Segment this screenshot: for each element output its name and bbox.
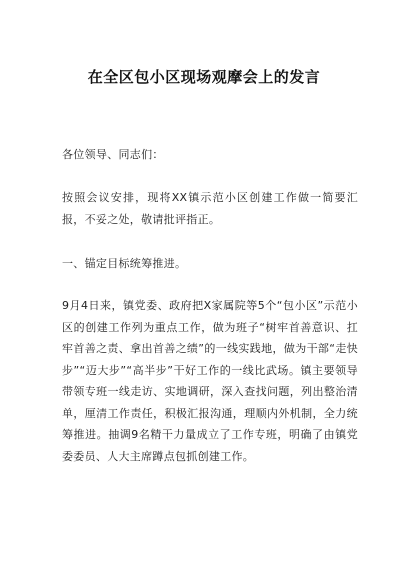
section-heading: 一、锚定目标统筹推进。 [62, 257, 187, 270]
intro-paragraph: 按照会议安排，现将XX镇示范小区创建工作做一简要汇报，不妥之处，敬请批评指正。 [62, 191, 358, 226]
greeting-text: 各位领导、同志们： [62, 148, 164, 161]
section-body-paragraph: 9月4日来，镇党委、政府把X家属院等5个“包小区”示范小区的创建工作列为重点工作，做为班子“树牢首善意识、扛牢首善之责、拿出首善之绩”的一线实践地，做为干部“走快步”“迈大步”“高半步”干好工作的一线比武场。镇主要领导带领专班一线走访、实地调研，深入查找问题，列出整治清单，厘清工作责任，积极汇报沟通，理顺内外机制，全力统筹推进。抽调9名精干力量成立了工作专班，明确了由镇党委委员、人大主席蹲点包抓创建工作。 [62, 299, 358, 463]
document-title: 在全区包小区现场观摩会上的发言 [87, 68, 321, 86]
